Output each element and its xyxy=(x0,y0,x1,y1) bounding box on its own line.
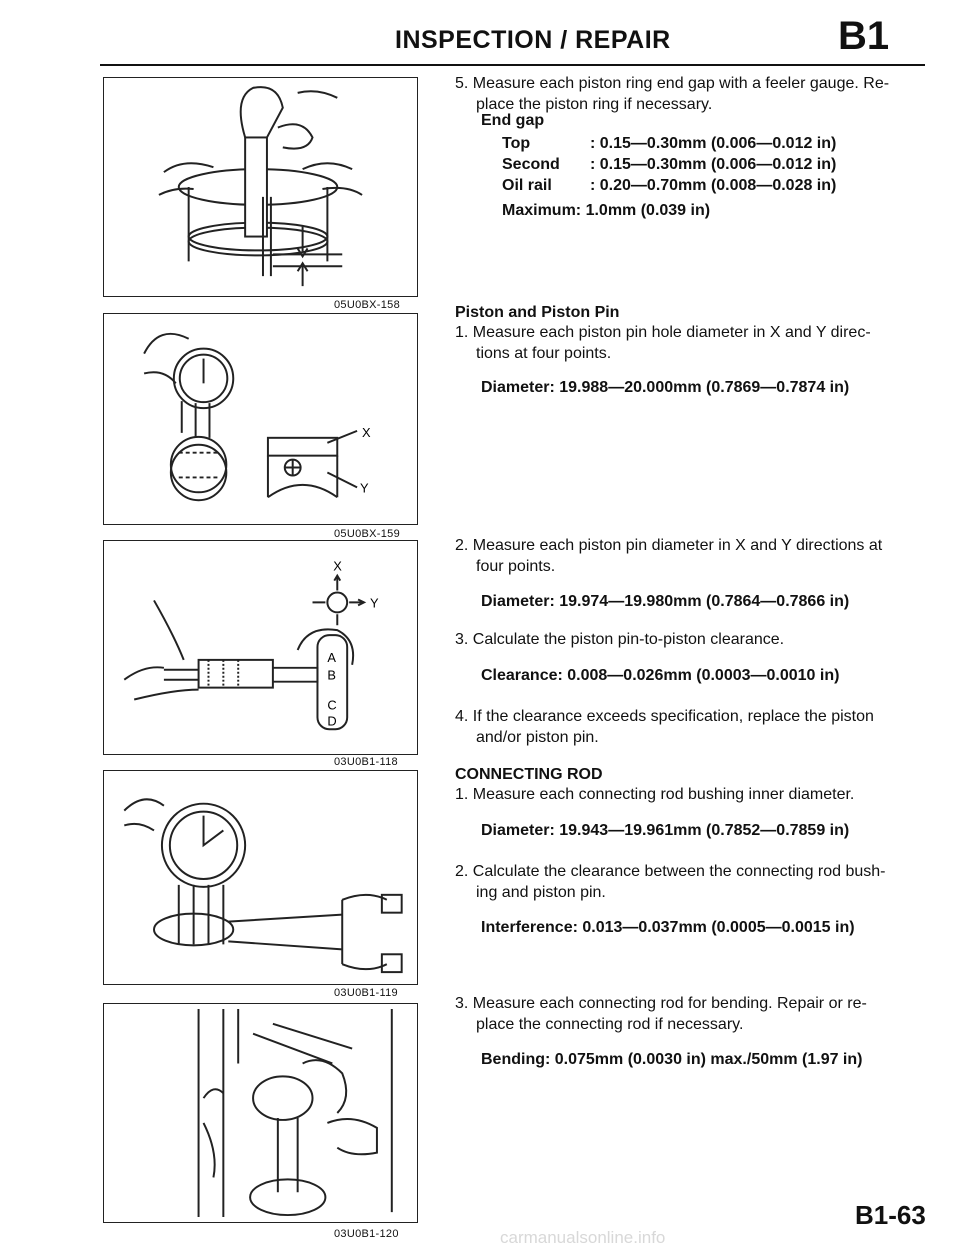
piston-step-1-text: 1. Measure each piston pin hole diameter in X and Y direc- xyxy=(455,324,871,341)
table-row xyxy=(481,133,836,154)
piston-step-4 xyxy=(455,706,925,748)
rod-step-2-text-cont: ing and piston pin. xyxy=(476,884,606,901)
table-row xyxy=(481,154,836,175)
micrometer-illustration xyxy=(104,541,417,754)
end-gap-table xyxy=(481,133,836,196)
ring-gap-step-text: 5. Measure each piston ring end gap with a feeler gauge. Re- xyxy=(455,75,890,92)
rod-bushing-illustration xyxy=(104,771,417,984)
rod-step-2 xyxy=(455,861,925,903)
gap-label: Top xyxy=(502,135,531,152)
page-number: B1-63 xyxy=(855,1200,926,1230)
figure-code: 05U0BX-159 xyxy=(334,528,400,540)
figure-code: 03U0B1-120 xyxy=(334,1228,399,1240)
gap-label: Second xyxy=(502,156,560,173)
ring-gap-step xyxy=(455,73,925,115)
figure-rod-bushing xyxy=(103,770,418,985)
ring-gap-step-text-cont: place the piston ring if necessary. xyxy=(476,96,713,113)
figure-code: 05U0BX-158 xyxy=(334,299,400,311)
point-label-b: B xyxy=(327,667,336,683)
axis-label-y: Y xyxy=(360,480,369,496)
figure-piston-pin-diameter xyxy=(103,540,418,755)
rod-bending-illustration xyxy=(104,1004,417,1222)
point-label-a: A xyxy=(327,649,336,665)
gap-label: Oil rail xyxy=(502,177,552,194)
ring-gap-illustration xyxy=(104,78,417,296)
rod-spec-2: Interference: 0.013—0.037mm (0.0005—0.0015 in) xyxy=(481,919,855,936)
figure-code: 03U0B1-118 xyxy=(334,756,398,768)
axis-label-x: X xyxy=(333,558,342,574)
page-title: INSPECTION / REPAIR xyxy=(395,26,671,54)
axis-label-x: X xyxy=(362,424,371,440)
end-gap-maximum: Maximum: 1.0mm (0.039 in) xyxy=(502,202,711,219)
rod-step-3-text: 3. Measure each connecting rod for bending. Repair or re- xyxy=(455,995,867,1012)
piston-step-2-text: 2. Measure each piston pin diameter in X and Y directions at xyxy=(455,537,883,554)
rod-section-title: CONNECTING ROD xyxy=(455,766,603,783)
piston-step-2-text-cont: four points. xyxy=(476,558,556,575)
piston-step-1 xyxy=(455,322,925,364)
gap-value: : 0.15—0.30mm (0.006—0.012 in) xyxy=(590,135,837,152)
rod-step-1 xyxy=(455,784,925,805)
rod-spec-3: Bending: 0.075mm (0.0030 in) max./50mm (1.97 in) xyxy=(481,1051,863,1068)
table-row xyxy=(481,175,836,196)
section-code: B1 xyxy=(838,14,890,58)
piston-spec-3: Clearance: 0.008—0.026mm (0.0003—0.0010 in) xyxy=(481,667,840,684)
rod-step-2-text: 2. Calculate the clearance between the connecting rod bush- xyxy=(455,863,886,880)
rod-step-1-text: 1. Measure each connecting rod bushing inner diameter. xyxy=(455,786,855,803)
piston-step-1-text-cont: tions at four points. xyxy=(476,345,612,362)
gap-value: : 0.15—0.30mm (0.006—0.012 in) xyxy=(590,156,837,173)
rod-spec-1: Diameter: 19.943—19.961mm (0.7852—0.7859 in) xyxy=(481,822,850,839)
piston-section-title: Piston and Piston Pin xyxy=(455,304,620,321)
rod-step-3 xyxy=(455,993,925,1035)
rod-step-3-text-cont: place the connecting rod if necessary. xyxy=(476,1016,744,1033)
piston-step-4-text-cont: and/or piston pin. xyxy=(476,729,599,746)
figure-piston-pin-hole xyxy=(103,313,418,525)
gap-value: : 0.20—0.70mm (0.008—0.028 in) xyxy=(590,177,837,194)
watermark: carmanualsonline.info xyxy=(500,1228,666,1247)
piston-step-3 xyxy=(455,629,925,650)
header-divider xyxy=(100,64,925,66)
end-gap-heading: End gap xyxy=(481,112,545,129)
piston-step-4-text: 4. If the clearance exceeds specification, replace the piston xyxy=(455,708,874,725)
point-label-c: C xyxy=(327,697,337,713)
figure-code: 03U0B1-119 xyxy=(334,987,398,999)
figure-rod-bending xyxy=(103,1003,418,1223)
pin-hole-illustration xyxy=(104,314,417,524)
piston-spec-1: Diameter: 19.988—20.000mm (0.7869—0.7874 in) xyxy=(481,379,850,396)
point-label-d: D xyxy=(327,713,337,729)
piston-spec-2: Diameter: 19.974—19.980mm (0.7864—0.7866 in) xyxy=(481,593,850,610)
piston-step-2 xyxy=(455,535,925,577)
figure-ring-end-gap xyxy=(103,77,418,297)
piston-step-3-text: 3. Calculate the piston pin-to-piston clearance. xyxy=(455,631,785,648)
axis-label-y: Y xyxy=(369,595,379,611)
